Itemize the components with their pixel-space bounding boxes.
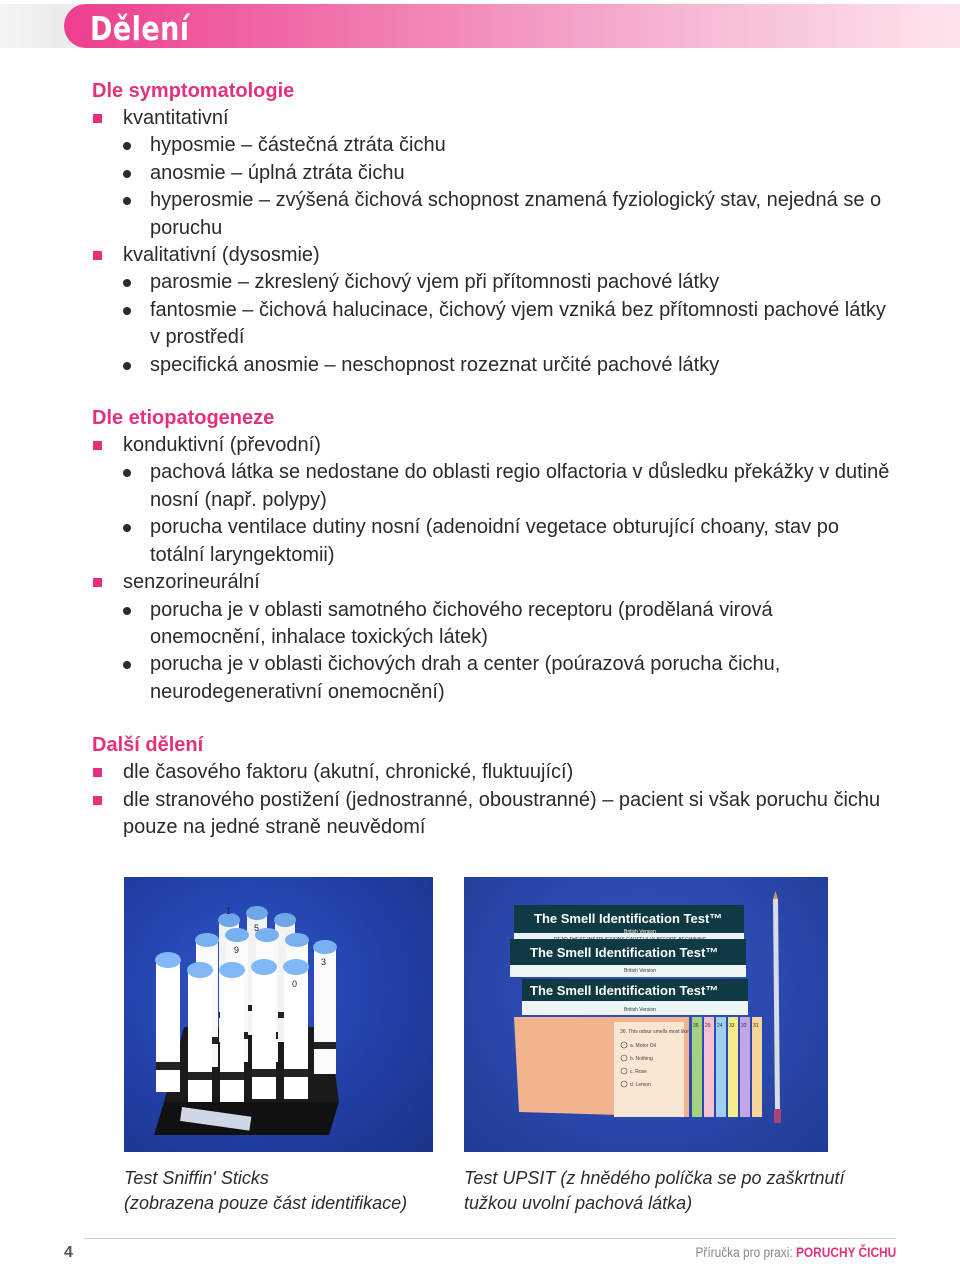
- list-item: dle stranového postižení (jednostranné, oboustranné) – pacient si však poruchu čichu pouze na jedné straně neuvědomí: [92, 787, 892, 842]
- sub-list-item: hyperosmie – zvýšená čichová schopnost znamená fyziologický stav, nejedná se o poruchu: [92, 187, 892, 242]
- section-other-division: [92, 732, 892, 841]
- page-number-tab: 36: [693, 1023, 699, 1029]
- answer-option: a. Motor Oil: [630, 1043, 656, 1049]
- bullet-icon: [123, 279, 131, 287]
- section-title: Další dělení: [92, 734, 204, 757]
- booklet-title: The Smell Identification Test™: [530, 945, 719, 960]
- list-item: kvalitativní (dysosmie): [92, 242, 892, 269]
- page-header: [0, 4, 960, 48]
- figure-caption-left: Test Sniffin' Sticks (zobrazena pouze část identifikace): [124, 1168, 408, 1213]
- page-number-tab: 32: [741, 1023, 747, 1029]
- bullet-icon: [123, 469, 131, 477]
- square-bullet-icon: [93, 768, 102, 777]
- footer-title: Příručka pro praxi: PORUCHY ČICHU: [695, 1244, 896, 1260]
- upsit-illustration: [464, 877, 828, 1152]
- page-number-tab: 31: [753, 1023, 759, 1029]
- bullet-icon: [123, 607, 131, 615]
- sub-list-item: parosmie – zkreslený čichový vjem při přítomnosti pachové látky: [92, 269, 892, 296]
- sub-list-item: specifická anosmie – neschopnost rozeznat určité pachové látky: [92, 352, 892, 379]
- square-bullet-icon: [93, 796, 102, 805]
- answer-option: b. Nothing: [630, 1056, 653, 1062]
- main-content: [92, 78, 892, 867]
- page-number: 4: [64, 1244, 73, 1261]
- answer-option: d. Lemon: [630, 1082, 651, 1088]
- section-title: Dle symptomatologie: [92, 80, 295, 102]
- list-item: kvantitativní: [92, 105, 892, 132]
- stick-number: 1: [226, 906, 232, 916]
- bullet-icon: [123, 661, 131, 669]
- answer-option: c. Rose: [630, 1069, 647, 1075]
- list-item: dle časového faktoru (akutní, chronické, fluktuující): [92, 759, 892, 786]
- list-item: konduktivní (převodní): [92, 432, 892, 459]
- sub-list-item: anosmie – úplná ztráta čichu: [92, 160, 892, 187]
- booklet-subtitle: British Version: [624, 929, 656, 935]
- bullet-icon: [123, 197, 131, 205]
- bullet-icon: [123, 170, 131, 178]
- bullet-icon: [123, 524, 131, 532]
- page-title: Dělení: [90, 9, 190, 48]
- page-number-tab: 33: [729, 1023, 735, 1029]
- list-item: senzorineurální: [92, 569, 892, 596]
- section-title: Dle etiopatogeneze: [92, 407, 275, 430]
- stick-number: 5: [254, 923, 260, 933]
- sub-list-item: fantosmie – čichová halucinace, čichový vjem vzniká bez přítomnosti pachové látky v prostředí: [92, 297, 892, 352]
- sub-list-item: porucha je v oblasti samotného čichového receptoru (prodělaná virová onemocnění, inhalace toxických látek): [92, 597, 892, 652]
- header-banner: [64, 4, 960, 48]
- sub-list-item: pachová látka se nedostane do oblasti regio olfactoria v důsledku překážky v dutině nosní (např. polypy): [92, 459, 892, 514]
- bullet-icon: [123, 307, 131, 315]
- stick-number: 3: [321, 957, 327, 967]
- stick-number: 9: [234, 945, 240, 955]
- sub-list-item: porucha ventilace dutiny nosní (adenoidní vegetace obturující choany, stav po totální laryngektomii): [92, 514, 892, 569]
- booklet-title: The Smell Identification Test™: [530, 983, 719, 998]
- upsit-photo: [464, 877, 828, 1152]
- footer-brand: PORUCHY ČICHU: [795, 1244, 896, 1260]
- footer-divider: [84, 1238, 896, 1239]
- section-etiopathogenesis: [92, 405, 892, 706]
- stick-number: 0: [292, 979, 298, 989]
- page-number-tab: 24: [717, 1023, 723, 1029]
- bullet-icon: [123, 142, 131, 150]
- figure-caption-right: Test UPSIT (z hnědého políčka se po zaškrtnutí tužkou uvolní pachová látka): [464, 1168, 845, 1213]
- booklet-note: READ THESE INSTRUCTIONS CAREFULLY BEFORE BEGINNING: [554, 937, 707, 943]
- square-bullet-icon: [93, 578, 102, 587]
- square-bullet-icon: [93, 251, 102, 260]
- booklet-subtitle: British Version: [624, 968, 656, 974]
- section-symptomatology: [92, 78, 892, 379]
- square-bullet-icon: [93, 114, 102, 123]
- sniffin-sticks-photo: [124, 877, 433, 1152]
- question-text: 36. This odour smells most like:: [620, 1029, 690, 1035]
- page-number-tab: 29: [705, 1023, 711, 1029]
- sub-list-item: hyposmie – částečná ztráta čichu: [92, 132, 892, 159]
- bullet-icon: [123, 362, 131, 370]
- sub-list-item: porucha je v oblasti čichových drah a center (poúrazová porucha čichu, neurodegenerativní onemocnění): [92, 651, 892, 706]
- square-bullet-icon: [93, 441, 102, 450]
- booklet-subtitle: British Version: [624, 1007, 656, 1013]
- booklet-title: The Smell Identification Test™: [534, 911, 723, 926]
- sniffin-sticks-illustration: [124, 877, 433, 1152]
